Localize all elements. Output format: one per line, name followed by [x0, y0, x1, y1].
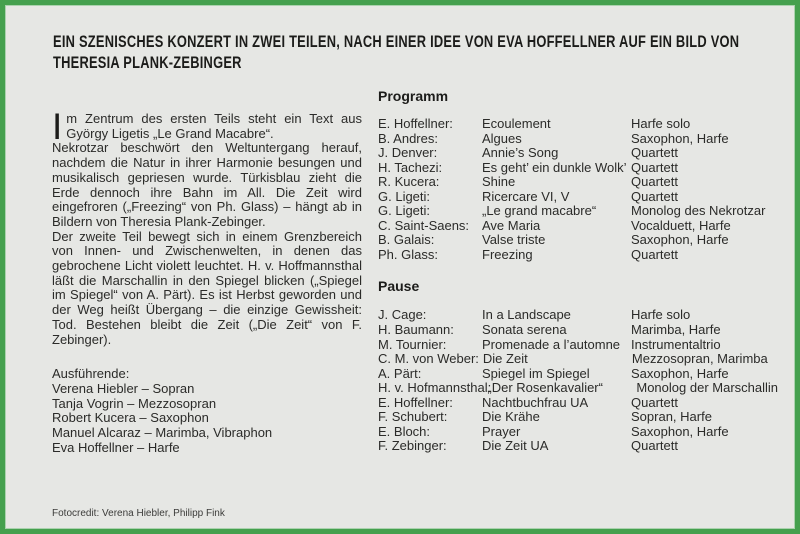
row-forces: Quartett	[631, 394, 678, 410]
program-heading: Programm	[378, 88, 449, 104]
performers-heading: Ausführende:	[52, 366, 130, 382]
row-piece: Ecoulement	[482, 116, 551, 131]
program-row	[378, 367, 778, 382]
row-forces: Saxophon, Harfe	[631, 232, 729, 248]
program-row	[378, 425, 778, 440]
row-composer: H. Baumann:	[378, 322, 454, 338]
intro-paragraph-1-continuation: Nekrotzar beschwört den Weltuntergang herauf, nachdem die Natur in ihrer Harmonie besungen und musikalisch gepriesen wurde. Türkisblau zieht die Erde dennoch ihre Bahn im All. Die Zeit wird eingefroren („Freezing“ von Ph. Glass) – hängt ab in Bildern von Theresia Plank-Zebinger.	[52, 140, 362, 229]
performer-item: Verena Hiebler – Sopran	[52, 380, 195, 396]
row-piece: Es geht’ ein dunkle Wolk’	[482, 159, 627, 175]
intro-column	[52, 106, 362, 455]
program-row	[378, 219, 778, 234]
row-piece: Valse triste	[482, 232, 546, 248]
row-composer: J. Cage:	[378, 307, 427, 323]
row-composer: H. v. Hofmannsthal:	[378, 380, 492, 396]
program-column	[378, 89, 778, 454]
photo-credit: Fotocredit: Verena Hiebler, Philipp Fink	[52, 508, 225, 519]
program-row	[378, 132, 778, 147]
row-forces: Quartett	[631, 438, 678, 454]
program-row	[378, 204, 778, 219]
program-row	[378, 248, 778, 263]
row-forces: Instrumentaltrio	[631, 336, 721, 352]
row-forces: Saxophon, Harfe	[631, 423, 729, 439]
row-forces: Quartett	[631, 145, 678, 161]
performer-item: Eva Hoffellner – Harfe	[52, 439, 180, 455]
performers-block	[52, 367, 362, 455]
row-forces: Harfe solo	[631, 307, 691, 323]
row-composer: G. Ligeti:	[378, 188, 431, 204]
program-row	[378, 117, 778, 132]
row-piece: Nachtbuchfrau UA	[482, 394, 589, 410]
row-piece: In a Landscape	[482, 307, 571, 323]
program-row	[378, 190, 778, 205]
performer-item: Manuel Alcaraz – Marimba, Vibraphon	[52, 425, 273, 441]
intro-paragraph-1-text: m Zentrum des ersten Teils steht ein Text aus György Ligetis „Le Grand Macabre“.	[66, 111, 362, 141]
row-composer: H. Tachezi:	[378, 159, 443, 175]
row-composer: C. Saint-Saens:	[378, 217, 470, 233]
row-forces: Saxophon, Harfe	[631, 365, 729, 381]
row-forces: Monolog der Marschallin	[636, 380, 778, 396]
row-forces: Quartett	[631, 188, 678, 204]
intro-paragraph-2: Der zweite Teil bewegt sich in einem Grenzbereich von Innen- und Zwischenwelten, in denen das gebrochene Licht violett leuchtet. H. v. Hoffmannsthal läßt die Marschallin in den Spiegel blicken („Spiegel im Spiegel“ von A. Pärt). Es ist Herbst geworden und der Weg heißt Übergang – die einzige Gewissheit: Tod. Bestehen bleibt die Zeit („Die Zeit“ von F. Zebinger).	[52, 228, 362, 347]
program-row	[378, 381, 778, 396]
row-piece: Annie’s Song	[482, 145, 559, 161]
row-forces: Quartett	[631, 159, 678, 175]
row-composer: F. Zebinger:	[378, 438, 447, 454]
row-composer: E. Hoffellner:	[378, 394, 453, 410]
row-piece: Freezing	[482, 246, 533, 262]
program-rows	[378, 117, 778, 262]
row-composer: M. Tournier:	[378, 336, 447, 352]
row-composer: B. Andres:	[378, 130, 438, 146]
row-piece: Die Krähe	[482, 409, 540, 425]
program-row	[378, 323, 778, 338]
pause-heading: Pause	[378, 278, 420, 295]
performer-item: Robert Kucera – Saxophon	[52, 410, 209, 426]
page-title-line-2: THERESIA PLANK-ZEBINGER	[53, 54, 242, 72]
row-composer: A. Pärt:	[378, 365, 422, 381]
performers-list	[52, 382, 362, 456]
row-forces: Harfe solo	[631, 116, 691, 131]
intro-paragraph-1	[52, 106, 362, 147]
row-composer: G. Ligeti:	[378, 203, 431, 219]
row-forces: Mezzosopran, Marimba	[631, 351, 768, 367]
row-piece: Ave Maria	[482, 217, 541, 233]
row-forces: Sopran, Harfe	[631, 409, 712, 425]
row-forces: Vocalduett, Harfe	[631, 217, 731, 233]
row-composer: Ph. Glass:	[378, 246, 438, 262]
performer-item: Tanja Vogrin – Mezzosopran	[52, 395, 217, 411]
row-composer: F. Schubert:	[378, 409, 448, 425]
row-piece: Die Zeit UA	[482, 438, 549, 454]
page-title-line-1: EIN SZENISCHES KONZERT IN ZWEI TEILEN, NACH EINER IDEE VON EVA HOFFELLNER AUF EIN BILD VON	[53, 33, 740, 51]
program-row	[378, 161, 778, 176]
row-piece: Spiegel im Spiegel	[482, 365, 590, 381]
program-row	[378, 396, 778, 411]
row-composer: R. Kucera:	[378, 174, 440, 190]
row-composer: C. M. von Weber:	[378, 351, 479, 367]
program-row	[378, 308, 778, 323]
row-forces: Marimba, Harfe	[631, 322, 721, 338]
program-row	[378, 439, 778, 454]
program-row	[378, 146, 778, 161]
row-forces: Quartett	[631, 246, 678, 262]
dropcap-initial: I	[52, 106, 63, 147]
row-piece: Algues	[482, 130, 522, 146]
program-row	[378, 338, 778, 353]
row-forces: Monolog des Nekrotzar	[631, 203, 766, 219]
program-row	[378, 233, 778, 248]
row-composer: B. Galais:	[378, 232, 435, 248]
row-composer: J. Denver:	[378, 145, 438, 161]
pause-rows	[378, 308, 778, 453]
row-forces: Saxophon, Harfe	[631, 130, 729, 146]
row-piece: Prayer	[482, 423, 521, 439]
page-title	[53, 32, 778, 74]
row-forces: Quartett	[631, 174, 678, 190]
row-composer: E. Bloch:	[378, 423, 431, 439]
program-row	[378, 352, 778, 367]
row-piece: Die Zeit	[482, 351, 528, 367]
row-composer: E. Hoffellner:	[378, 116, 453, 131]
row-piece: Shine	[482, 174, 516, 190]
row-piece: Ricercare VI, V	[482, 188, 570, 204]
program-row	[378, 410, 778, 425]
row-piece: Promenade a l’automne	[482, 336, 621, 352]
program-row	[378, 175, 778, 190]
row-piece: „Le grand macabre“	[482, 203, 597, 219]
row-piece: Sonata serena	[482, 322, 567, 338]
row-piece: „Der Rosenkavalier“	[487, 380, 603, 396]
